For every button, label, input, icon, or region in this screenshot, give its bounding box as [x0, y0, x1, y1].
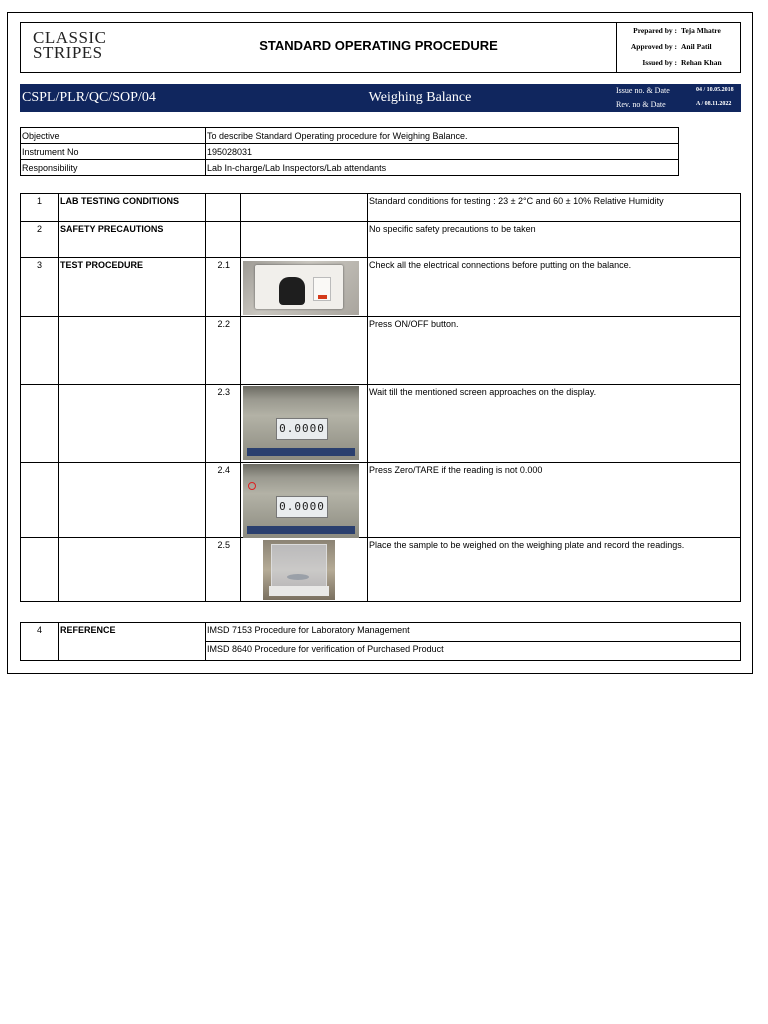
cabinet-base: [269, 586, 329, 596]
info-table: [20, 127, 679, 176]
revision-label: Rev. no & Date: [616, 100, 666, 109]
table-row: [21, 463, 741, 538]
step-image-cell: [241, 258, 368, 317]
info-value: To describe Standard Operating procedure for Weighing Balance.: [206, 128, 679, 144]
empty-cell: [241, 222, 368, 258]
table-row: [21, 385, 741, 463]
logo-line-2: STRIPES: [33, 43, 103, 62]
info-row: [21, 128, 679, 144]
empty-cell: [21, 463, 59, 538]
prepared-by-row: [617, 23, 742, 39]
approved-by-label: Approved by :: [630, 42, 677, 51]
info-label: Objective: [21, 128, 206, 144]
section-number: 1: [21, 194, 59, 222]
info-value: 195028031: [206, 144, 679, 160]
step-number: 2.5: [206, 538, 241, 602]
switch-indicator: [318, 295, 327, 299]
empty-cell: [241, 317, 368, 385]
prepared-by-label: Prepared by :: [633, 26, 677, 35]
sop-title-band: [20, 84, 741, 112]
section-number: 4: [21, 623, 59, 661]
step-image-cell: [241, 538, 368, 602]
section-number: 3: [21, 258, 59, 317]
procedure-table: [20, 193, 741, 602]
reference-item: IMSD 8640 Procedure for verification of Purchased Product: [206, 642, 741, 661]
sop-code: CSPL/PLR/QC/SOP/04: [22, 90, 156, 105]
cabinet-glass: [271, 544, 327, 588]
wall-socket-photo: [243, 261, 359, 315]
section-text: No specific safety precautions to be taken: [368, 222, 741, 258]
switch-icon: [313, 277, 331, 301]
empty-cell: [21, 385, 59, 463]
document-header: [20, 22, 741, 73]
section-number: 2: [21, 222, 59, 258]
company-logo: [33, 30, 106, 60]
balance-key-strip: [247, 526, 355, 534]
info-row: [21, 144, 679, 160]
reference-table: [20, 622, 741, 661]
section-title: TEST PROCEDURE: [59, 258, 206, 317]
info-row: [21, 160, 679, 176]
balance-display-photo: [243, 464, 359, 538]
section-text: Standard conditions for testing : 23 ± 2°C and 60 ± 10% Relative Humidity: [368, 194, 741, 222]
step-text: Place the sample to be weighed on the weighing plate and record the readings.: [368, 538, 741, 602]
table-row: [21, 538, 741, 602]
step-image-cell: [241, 385, 368, 463]
balance-display-photo: [243, 386, 359, 460]
balance-key-strip: [247, 448, 355, 456]
weighing-cabinet-photo: [263, 540, 335, 600]
table-row: [21, 194, 741, 222]
issue-value: 04 / 10.05.2018: [696, 87, 734, 93]
table-row: [21, 258, 741, 317]
weighing-pan: [287, 574, 309, 580]
logo-line-1: CLASSIC: [33, 28, 107, 47]
table-row: [21, 317, 741, 385]
step-text: Press ON/OFF button.: [368, 317, 741, 385]
step-number: 2.3: [206, 385, 241, 463]
empty-cell: [59, 463, 206, 538]
empty-cell: [241, 194, 368, 222]
approved-by-value: Anil Patil: [681, 42, 712, 51]
socket-plate: [255, 265, 343, 309]
step-text: Press Zero/TARE if the reading is not 0.000: [368, 463, 741, 538]
step-number: 2.1: [206, 258, 241, 317]
empty-cell: [21, 317, 59, 385]
section-title: LAB TESTING CONDITIONS: [59, 194, 206, 222]
info-label: Instrument No: [21, 144, 206, 160]
prepared-by-value: Teja Mhatre: [681, 26, 721, 35]
step-text: Check all the electrical connections before putting on the balance.: [368, 258, 741, 317]
step-number: 2.4: [206, 463, 241, 538]
section-title: REFERENCE: [59, 623, 206, 661]
info-label: Responsibility: [21, 160, 206, 176]
step-text: Wait till the mentioned screen approaches on the display.: [368, 385, 741, 463]
empty-cell: [206, 194, 241, 222]
info-value: Lab In-charge/Lab Inspectors/Lab attendants: [206, 160, 679, 176]
empty-cell: [59, 317, 206, 385]
step-number: 2.2: [206, 317, 241, 385]
section-title: SAFETY PRECAUTIONS: [59, 222, 206, 258]
document-title: STANDARD OPERATING PROCEDURE: [259, 38, 498, 53]
approved-by-row: [617, 39, 742, 55]
empty-cell: [21, 538, 59, 602]
empty-cell: [206, 222, 241, 258]
step-image-cell: [241, 463, 368, 538]
issued-by-value: Rehan Khan: [681, 58, 722, 67]
issued-by-row: [617, 55, 742, 71]
balance-display-reading: 0.0000: [276, 496, 328, 518]
issue-label: Issue no. & Date: [616, 86, 670, 95]
sop-subject: Weighing Balance: [368, 90, 472, 105]
table-row: [21, 222, 741, 258]
table-row: [21, 623, 741, 642]
empty-cell: [59, 385, 206, 463]
revision-value: A / 08.11.2022: [696, 101, 732, 107]
empty-cell: [59, 538, 206, 602]
plug-icon: [279, 277, 305, 305]
reference-item: IMSD 7153 Procedure for Laboratory Management: [206, 623, 741, 642]
issued-by-label: Issued by :: [642, 58, 677, 67]
highlight-circle-icon: [248, 482, 256, 490]
balance-display-reading: 0.0000: [276, 418, 328, 440]
approval-block: [616, 23, 741, 72]
